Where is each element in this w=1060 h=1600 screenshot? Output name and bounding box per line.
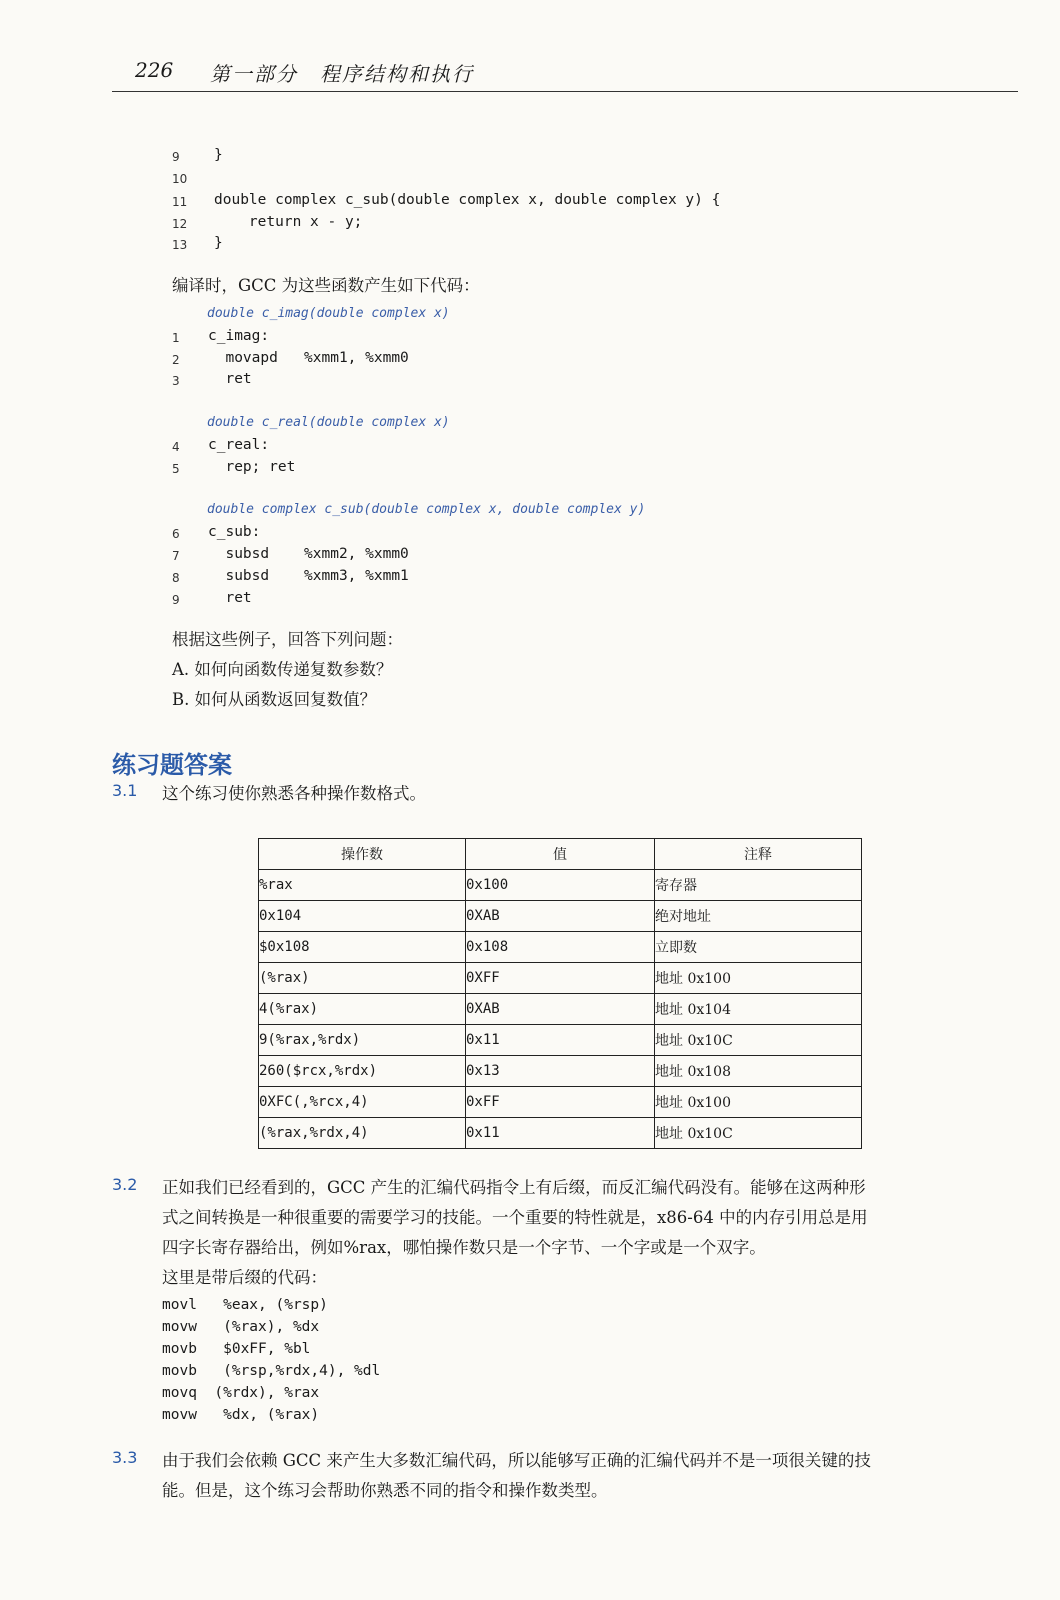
operand-cell: 4(%rax) [259,994,466,1025]
table-row [259,963,862,994]
answer-text: 式之间转换是一种很重要的需要学习的技能。一个重要的特性就是，x86-64 中的内存引用总是用 [162,1208,868,1227]
line-number: 9 [172,150,180,164]
answer-text: 能。但是，这个练习会帮助你熟悉不同的指令和操作数类型。 [162,1481,608,1500]
code-line [0,147,223,169]
line-number: 2 [172,353,180,367]
value-cell: 0x13 [466,1056,655,1087]
answer-text: 四字长寄存器给出，例如%rax，哪怕操作数只是一个字节、一个字或是一个双字。 [162,1238,766,1257]
note-cell: 地址 0x100 [655,1087,862,1118]
operand-cell: 260($rcx,%rdx) [259,1056,466,1087]
code-line [0,214,363,236]
operand-cell: 0XFC(,%rcx,4) [259,1087,466,1118]
answer-text: 这里是带后缀的代码： [162,1268,327,1287]
code-text: subsd %xmm2, %xmm0 [208,546,409,562]
answer-number: 3.2 [112,1175,138,1194]
value-cell: 0x11 [466,1025,655,1056]
code-text: return x - y; [214,214,363,230]
code-line [0,590,252,612]
line-number: 7 [172,549,180,563]
operand-cell: (%rax) [259,963,466,994]
operand-cell: $0x108 [259,932,466,963]
running-title: 第一部分 程序结构和执行 [210,62,474,86]
value-cell: 0x11 [466,1118,655,1149]
line-number: 3 [172,374,180,388]
column-header: 注释 [655,839,862,870]
code-text: } [214,147,223,163]
code-text: ret [208,590,252,606]
table-row [259,901,862,932]
code-line [0,350,409,372]
code-text: } [214,235,223,251]
value-cell: 0XAB [466,901,655,932]
table-row [259,1118,862,1149]
value-cell: 0XAB [466,994,655,1025]
code-line [0,459,296,481]
column-header: 值 [466,839,655,870]
header-rule [112,91,1018,92]
intro-text: 编译时，GCC 为这些函数产生如下代码： [172,276,480,295]
code-text: subsd %xmm3, %xmm1 [208,568,409,584]
section-heading: 练习题答案 [112,751,232,779]
operand-cell: (%rax,%rdx,4) [259,1118,466,1149]
asm-code-line: movb (%rsp,%rdx,4), %dl [162,1363,381,1379]
operand-cell: 0x104 [259,901,466,932]
table-header-row [259,839,862,870]
note-cell: 寄存器 [655,870,862,901]
code-text: rep; ret [208,459,296,475]
questions-lead: 根据这些例子，回答下列问题： [172,630,403,649]
line-number: 6 [172,527,180,541]
code-line [0,192,721,214]
note-cell: 绝对地址 [655,901,862,932]
table-row [259,1025,862,1056]
value-cell: 0XFF [466,963,655,994]
line-number: 1 [172,331,180,345]
page-header [0,0,1060,95]
line-number: 5 [172,462,180,476]
line-number: 12 [172,217,188,231]
line-number: 8 [172,571,180,585]
note-cell: 地址 0x100 [655,963,862,994]
code-line [0,546,409,568]
asm-code-line: movw %dx, (%rax) [162,1407,320,1423]
code-line [0,437,270,459]
code-text: movapd %xmm1, %xmm0 [208,350,409,366]
value-cell: 0xFF [466,1087,655,1118]
answer-number: 3.1 [112,781,138,800]
value-cell: 0x100 [466,870,655,901]
line-number: 9 [172,593,180,607]
operand-cell: %rax [259,870,466,901]
function-signature-comment: double c_imag(double complex x) [207,306,450,321]
function-signature-comment: double c_real(double complex x) [207,415,450,430]
code-line [0,524,261,546]
answer-text: 正如我们已经看到的，GCC 产生的汇编代码指令上有后缀，而反汇编代码没有。能够在这两种形 [162,1178,866,1197]
code-text: c_sub: [208,524,261,540]
code-line [0,169,188,191]
note-cell: 地址 0x10C [655,1025,862,1056]
code-line [0,371,252,393]
operand-cell: 9(%rax,%rdx) [259,1025,466,1056]
note-cell: 地址 0x10C [655,1118,862,1149]
code-line [0,235,223,257]
code-text: ret [208,371,252,387]
answer-text: 由于我们会依赖 GCC 来产生大多数汇编代码，所以能够写正确的汇编代码并不是一项很关键的技 [162,1451,871,1470]
asm-code-line: movb $0xFF, %bl [162,1341,311,1357]
answer-number: 3.3 [112,1448,138,1467]
table-row [259,1087,862,1118]
question-b: B. 如何从函数返回复数值？ [172,690,377,709]
code-text: c_imag: [208,328,270,344]
value-cell: 0x108 [466,932,655,963]
line-number: 11 [172,195,188,209]
answer-text: 这个练习使你熟悉各种操作数格式。 [162,784,426,803]
line-number: 4 [172,440,180,454]
line-number: 10 [172,172,188,186]
code-line [0,328,270,350]
page-number: 226 [135,58,174,82]
note-cell: 地址 0x104 [655,994,862,1025]
table-row [259,870,862,901]
table-row [259,994,862,1025]
asm-code-line: movl %eax, (%rsp) [162,1297,328,1313]
table-row [259,1056,862,1087]
column-header: 操作数 [259,839,466,870]
operand-table [258,838,862,1149]
table-row [259,932,862,963]
code-line [0,568,409,590]
line-number: 13 [172,238,188,252]
code-text: double complex c_sub(double complex x, double complex y) { [214,192,721,208]
code-text: c_real: [208,437,270,453]
asm-code-line: movw (%rax), %dx [162,1319,320,1335]
note-cell: 地址 0x108 [655,1056,862,1087]
asm-code-line: movq (%rdx), %rax [162,1385,320,1401]
note-cell: 立即数 [655,932,862,963]
function-signature-comment: double complex c_sub(double complex x, double complex y) [207,502,646,517]
question-a: A. 如何向函数传递复数参数？ [172,660,393,679]
